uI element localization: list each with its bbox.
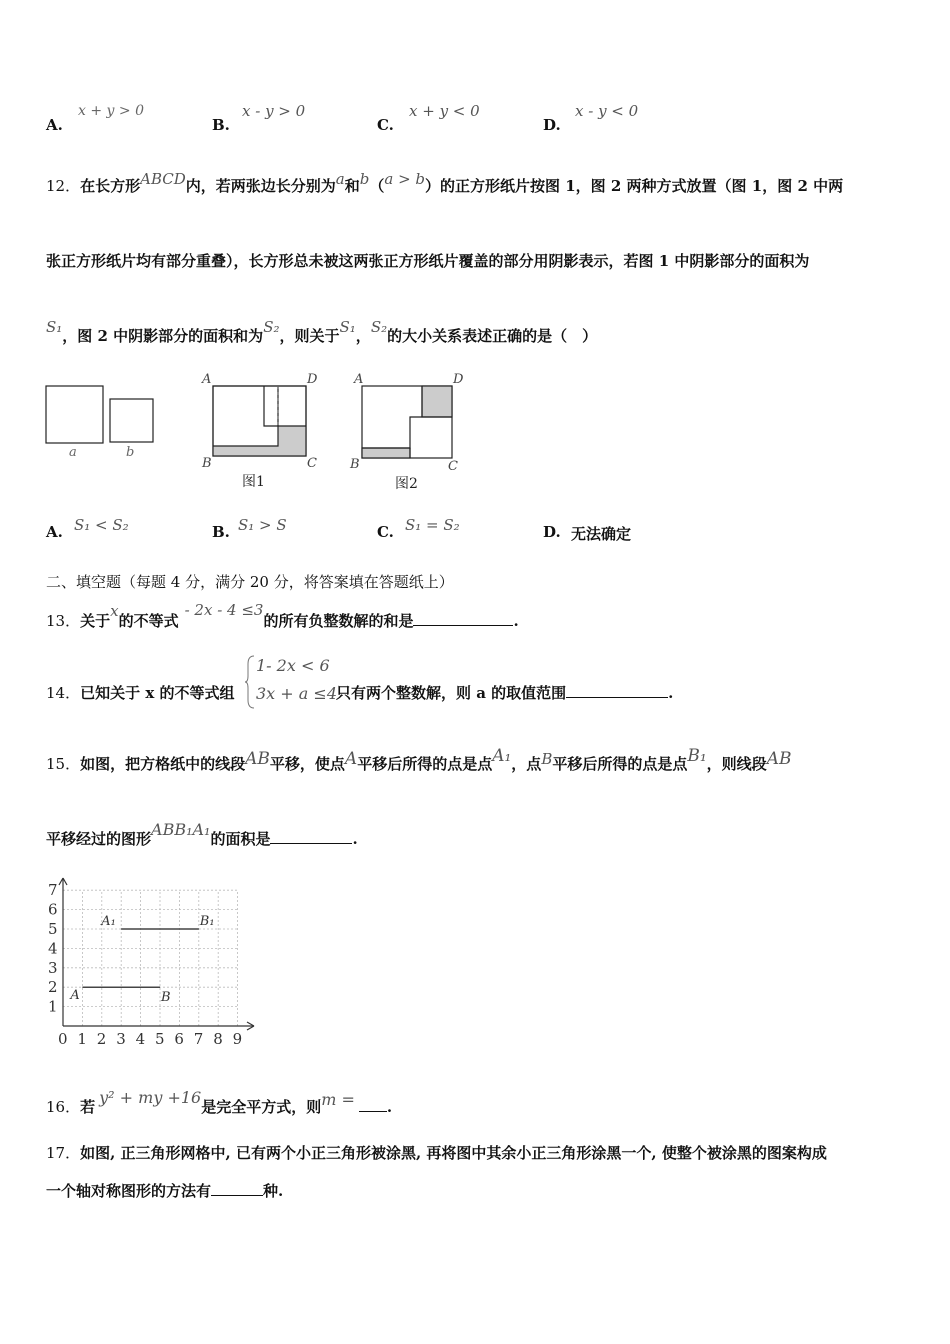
fig2-caption: 图2 — [395, 476, 418, 492]
q16-line: 16．若 y² + my +16是完全平方式，则m = . — [46, 1088, 393, 1116]
figure-2 — [349, 372, 464, 492]
svg-text:A: A — [202, 372, 212, 387]
q12-option-b-letter: B. — [212, 523, 230, 541]
q11-option-a-expr: x + y > 0 — [78, 103, 144, 119]
section-2-heading: 二、填空题（每题 4 分，满分 20 分，将答案填在答题纸上） — [46, 573, 454, 591]
x-tick-label: 7 — [193, 1030, 204, 1048]
label-point-a1: A₁ — [101, 914, 116, 929]
q12-line3: S₁，图 2 中阴影部分的面积和为S₂，则关于S₁，S₂的大小关系表述正确的是（ ） — [46, 318, 598, 345]
y-tick-label: 1 — [48, 997, 58, 1016]
q12-line1: 12．在长方形ABCD内，若两张边长分别为a和b（a > b）的正方形纸片按图 1，图 2 两种方式放置（图 1，图 2 中两 — [46, 170, 844, 195]
q15-grid — [40, 872, 270, 1052]
q13-answer-blank[interactable] — [413, 611, 513, 626]
y-tick-label: 5 — [48, 920, 58, 938]
label-point-b1: B₁ — [199, 914, 215, 929]
y-tick-label: 7 — [48, 881, 58, 900]
q15-line2: 平移经过的图形ABB₁A₁的面积是 . — [46, 820, 358, 848]
x-tick-label: 9 — [232, 1030, 243, 1048]
q14-ineq-row2: 3x + a ≤4 — [256, 684, 337, 703]
q12-option-a-expr: S₁ < S₂ — [74, 516, 129, 534]
q12-option-c-letter: C. — [377, 523, 394, 541]
fig2-shaded-bottom — [362, 448, 410, 458]
fig1-caption: 图1 — [242, 474, 265, 490]
x-tick-label: 4 — [135, 1030, 146, 1048]
q11-option-b-letter: B. — [212, 116, 230, 134]
y-tick-label: 6 — [48, 900, 58, 919]
label-b: b — [126, 445, 135, 460]
q16-expression: y² + my +16 — [99, 1088, 202, 1107]
label-point-b: B — [161, 990, 171, 1006]
label-a: a — [69, 445, 77, 460]
q12-rect-name: ABCD — [140, 170, 186, 188]
q11-option-c-letter: C. — [377, 116, 394, 134]
svg-text:D: D — [453, 372, 464, 387]
x-tick-label: 2 — [96, 1030, 107, 1048]
q17-line2: 一个轴对称图形的方法有 种. — [46, 1182, 284, 1200]
q12-option-d-text: 无法确定 — [571, 525, 632, 543]
x-tick-label: 8 — [213, 1030, 223, 1048]
y-tick-label: 3 — [48, 958, 58, 977]
q12-line2: 张正方形纸片均有部分重叠），长方形总未被这两张正方形纸片覆盖的部分用阴影表示，若图 1 中阴影部分的面积为 — [46, 252, 810, 270]
svg-text:A: A — [354, 372, 364, 387]
x-tick-label: 0 — [58, 1030, 68, 1048]
q11-option-c-expr: x + y < 0 — [409, 102, 480, 120]
q14-brace — [244, 654, 256, 710]
q12-option-a-letter: A. — [46, 523, 63, 541]
q14-ineq-row1: 1- 2x < 6 — [256, 656, 330, 675]
q12-figures — [40, 368, 480, 498]
figure-1 — [201, 372, 318, 490]
q15-line1: 15．如图，把方格纸中的线段AB平移，使点A平移后所得的点是点A₁，点B平移后所得的点是点B₁，则线段AB — [46, 746, 792, 773]
q14-tail: 只有两个整数解，则 a 的取值范围 . — [336, 684, 674, 702]
svg-text:D: D — [307, 372, 318, 387]
svg-text:B: B — [202, 456, 212, 471]
x-tick-label: 6 — [174, 1030, 184, 1048]
q11-option-d-letter: D. — [543, 116, 561, 134]
x-tick-label: 3 — [116, 1030, 126, 1048]
q14-line: 14．已知关于 x 的不等式组 — [46, 684, 235, 702]
q13-inequality: - 2x - 4 ≤3 — [184, 601, 264, 619]
q13-line: 13．关于x的不等式- 2x - 4 ≤3的所有负整数解的和是 . — [46, 601, 519, 630]
square-b — [110, 399, 153, 442]
q12-option-d-letter: D. — [543, 523, 561, 541]
q15-answer-blank[interactable] — [270, 829, 352, 844]
square-a — [46, 386, 103, 443]
y-tick-label: 4 — [48, 939, 58, 958]
svg-text:C: C — [448, 459, 458, 474]
label-point-a: A — [70, 988, 80, 1004]
fig2-shaded-top — [422, 386, 452, 417]
q12-option-b-expr: S₁ > S — [238, 516, 287, 534]
q12-number: 12． — [46, 177, 81, 195]
q11-option-a-letter: A. — [46, 116, 63, 134]
q17-answer-blank[interactable] — [211, 1181, 263, 1196]
q15-shape: ABB₁A₁ — [151, 820, 211, 839]
q11-option-b-expr: x - y > 0 — [242, 102, 306, 120]
q12-condition: a > b — [384, 170, 426, 188]
q14-answer-blank[interactable] — [566, 683, 668, 698]
x-tick-label: 5 — [155, 1030, 165, 1048]
svg-text:B: B — [350, 457, 360, 472]
q17-line1: 17．如图, 正三角形网格中, 已有两个小正三角形被涂黑, 再将图中其余小正三角形涂黑一个, 使整个被涂黑的图案构成 — [46, 1144, 827, 1162]
svg-text:C: C — [307, 456, 317, 471]
y-tick-label: 2 — [48, 978, 58, 997]
q12-option-c-expr: S₁ = S₂ — [405, 516, 460, 534]
q16-answer-blank[interactable] — [359, 1097, 387, 1112]
q11-option-d-expr: x - y < 0 — [575, 102, 639, 120]
x-tick-label: 1 — [77, 1030, 87, 1048]
